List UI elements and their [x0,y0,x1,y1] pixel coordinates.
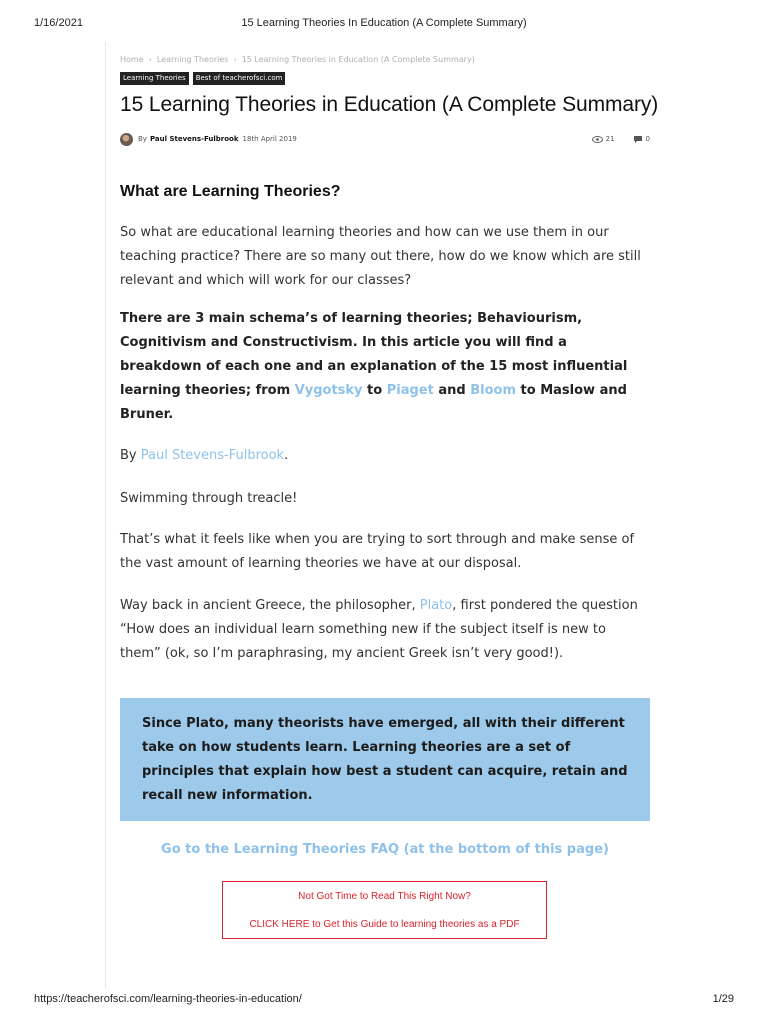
views-count: 21 [605,135,615,143]
pdf-box-line1: Not Got Time to Read This Right Now? [298,891,471,902]
plato-link[interactable]: Plato [419,598,453,613]
callout-box [120,698,650,821]
author-link[interactable]: Paul Stevens-Fulbrook [149,135,239,143]
treacle-paragraph: Swimming through treacle! [120,491,298,506]
breadcrumb-home[interactable]: Home [120,54,144,64]
breadcrumb-separator: › [233,54,237,64]
breadcrumb-current: 15 Learning Theories in Education (A Complete Summary) [241,54,475,64]
comment-icon [633,135,643,144]
schema-text: There are 3 main schema’s of learning theories; Behaviourism, Cognitivism and Constructivism. In this article you will find a breakdown of each one and an explanation of the 15 most influential learning theories; from [120,311,628,398]
category-tag-best-of[interactable]: Best of teacherofsci.com [193,72,286,85]
breadcrumb [120,52,650,66]
vygotsky-link[interactable]: Vygotsky [294,383,363,398]
byline-prefix: By [120,448,141,463]
post-stats [592,131,650,147]
eye-icon [592,136,603,143]
post-title: 15 Learning Theories in Education (A Complete Summary) [120,93,659,116]
views-stat [592,135,615,143]
byline-author-link[interactable]: Paul Stevens-Fulbrook [140,448,285,463]
section-heading: What are Learning Theories? [120,183,341,200]
pdf-box-line2: CLICK HERE to Get this Guide to learning theories as a PDF [249,919,520,930]
plato-paragraph [120,594,650,666]
feels-paragraph: That’s what it feels like when you are trying to sort through and make sense of the vast amount of learning theories we have at our disposal. [120,532,635,571]
article [120,52,659,666]
comments-count: 0 [645,135,650,143]
schema-text: and [433,383,471,398]
schema-text: to [362,383,387,398]
intro-paragraph: So what are educational learning theories and how can we use them in our teaching practice? There are so many out there, how do we know which are still relevant and which will work for our classes? [120,225,641,288]
print-date: 1/16/2021 [34,17,83,29]
plato-text: Way back in ancient Greece, the philosopher, [120,598,420,613]
breadcrumb-separator: › [148,54,152,64]
comments-stat[interactable] [633,135,650,144]
plato-text: , first pondered the question “How does an individual learn something new if the subject itself is new to them” (ok, so I’m paraphrasing, my ancient Greek isn’t very good!). [120,598,638,661]
by-label: By [138,135,147,143]
byline-suffix: . [284,448,289,463]
post-date: 18th April 2019 [242,135,297,143]
callout-text: Since Plato, many theorists have emerged, all with their different take on how students learn. Learning theories are a set of principles that explain how best a student can acquire, retain and recall new information. [142,716,628,803]
breadcrumb-learning-theories[interactable]: Learning Theories [156,54,229,64]
byline-paragraph [120,444,650,468]
piaget-link[interactable]: Piaget [386,383,434,398]
print-page-number: 1/29 [712,993,734,1005]
category-tags [120,72,650,85]
print-title: 15 Learning Theories In Education (A Complete Summary) [241,17,527,29]
author-avatar[interactable] [120,133,133,146]
faq-link[interactable]: Go to the Learning Theories FAQ (at the bottom of this page) [161,842,609,857]
column-divider [105,42,106,988]
bloom-link[interactable]: Bloom [470,383,516,398]
pdf-download-box[interactable] [222,881,547,939]
category-tag-learning-theories[interactable]: Learning Theories [120,72,189,85]
print-url: https://teacherofsci.com/learning-theories-in-education/ [34,993,302,1005]
schema-text: to Maslow and Bruner. [120,383,627,422]
schema-paragraph [120,307,650,427]
post-meta [120,131,650,147]
